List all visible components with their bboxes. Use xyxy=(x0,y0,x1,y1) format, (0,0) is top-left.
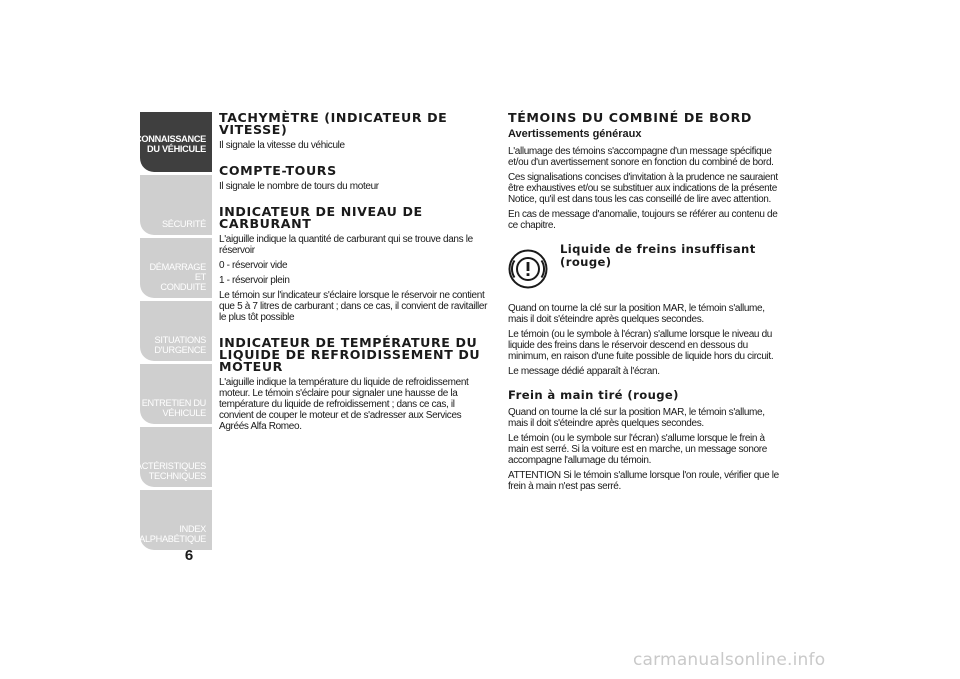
general-warnings-text-3: En cas de message d'anomalie, toujours se référer au contenu de ce chapitre. xyxy=(508,209,778,231)
handbrake-attention-text: ATTENTION Si le témoin s'allume lorsque l'on roule, vérifier que le frein à main n'est pas serré. xyxy=(508,470,779,492)
left-column xyxy=(219,112,491,436)
page-number: 6 xyxy=(184,547,194,564)
right-column xyxy=(508,112,780,496)
brake-fluid-text-1: Quand on tourne la clé sur la position MAR, le témoin s'allume, mais il doit s'éteindre après quelques secondes. xyxy=(508,303,765,325)
speedometer-text: Il signale la vitesse du véhicule xyxy=(219,140,345,151)
rev-counter-text: Il signale le nombre de tours du moteur xyxy=(219,181,379,192)
handbrake-text-2: Le témoin (ou le symbole sur l'écran) s'allume lorsque le frein à main est serré. Si la voiture est en marche, un message sonore accompagne l'allumage du témoin. xyxy=(508,433,767,466)
fuel-gauge-heading: INDICATEUR DE NIVEAU DE CARBURANT xyxy=(219,204,423,231)
tab-connaissance-du-vehicule[interactable] xyxy=(135,112,212,172)
handbrake-heading: Frein à main tiré (rouge) xyxy=(508,388,679,402)
fuel-full-text: 1 - réservoir plein xyxy=(219,275,290,286)
coolant-temp-text: L'aiguille indique la température du liquide de refroidissement moteur. Le témoin s'éclaire pour signaler une hausse de la température du liquide de refroidissement ; dans ce cas, il convient de couper le moteur et de s'adresser aux Services Agréés Alfa Romeo. xyxy=(219,377,469,432)
brake-fluid-block xyxy=(508,241,780,289)
tab-securite[interactable] xyxy=(140,175,212,235)
tab-demarrage-et-conduite[interactable] xyxy=(140,238,212,298)
coolant-temp-heading: INDICATEUR DE TEMPÉRATURE DU LIQUIDE DE REFROIDISSEMENT DU MOTEUR xyxy=(219,335,481,374)
fuel-gauge-text: L'aiguille indique la quantité de carburant qui se trouve dans le réservoir xyxy=(219,234,473,256)
rev-counter-heading: COMPTE-TOURS xyxy=(219,163,337,178)
general-warnings-text-1: L'allumage des témoins s'accompagne d'un message spécifique et/ou d'un avertissement sonore en fonction du combiné de bord. xyxy=(508,146,774,168)
tab-label: SITUATIONS D'URGENCE xyxy=(154,335,206,355)
tab-label: DÉMARRAGE ET CONDUITE xyxy=(149,262,206,292)
tab-label: INDEX ALPHABÉTIQUE xyxy=(139,524,206,544)
fuel-empty-text: 0 - réservoir vide xyxy=(219,260,288,271)
general-warnings-subheading: Avertissements généraux xyxy=(508,128,642,140)
general-warnings-text-2: Ces signalisations concises d'invitation à la prudence ne sauraient être exhaustives et/ou se substituer aux indications de la présente Notice, qu'il est dans tous les cas conseillé de lire avec attention. xyxy=(508,172,778,205)
tab-situations-d-urgence[interactable] xyxy=(140,301,212,361)
watermark: carmanualsonline.info xyxy=(633,650,826,670)
warning-lights-heading: TÉMOINS DU COMBINÉ DE BORD xyxy=(508,110,752,125)
tab-index-alphabetique[interactable] xyxy=(140,490,212,550)
tab-entretien-du-vehicule[interactable] xyxy=(140,364,212,424)
brake-fluid-text-2: Le témoin (ou le symbole à l'écran) s'allume lorsque le niveau du liquide des freins dans le réservoir descend en dessous du minimum, en raison d'une fuite possible de liquide hors du circuit. xyxy=(508,329,774,362)
tab-caracteristiques-techniques[interactable] xyxy=(117,427,212,487)
brake-fluid-text-3: Le message dédié apparaît à l'écran. xyxy=(508,366,660,377)
tab-label: CONNAISSANCE DU VÉHICULE xyxy=(135,134,206,154)
tab-label: SÉCURITÉ xyxy=(161,219,206,229)
brake-fluid-heading: Liquide de freins insuffisant (rouge) xyxy=(560,242,756,269)
tab-label: CARACTÉRISTIQUES TECHNIQUES xyxy=(117,461,206,481)
brake-warning-icon xyxy=(508,249,548,289)
handbrake-text-1: Quand on tourne la clé sur la position MAR, le témoin s'allume, mais il doit s'éteindre après quelques secondes. xyxy=(508,407,765,429)
tab-label: ENTRETIEN DU VÉHICULE xyxy=(141,398,206,418)
speedometer-heading: TACHYMÈTRE (INDICATEUR DE VITESSE) xyxy=(219,110,448,137)
fuel-warning-text: Le témoin sur l'indicateur s'éclaire lorsque le réservoir ne contient que 5 à 7 litres de carburant ; dans ce cas, il convient de ravitailler le plus tôt possible xyxy=(219,290,488,323)
